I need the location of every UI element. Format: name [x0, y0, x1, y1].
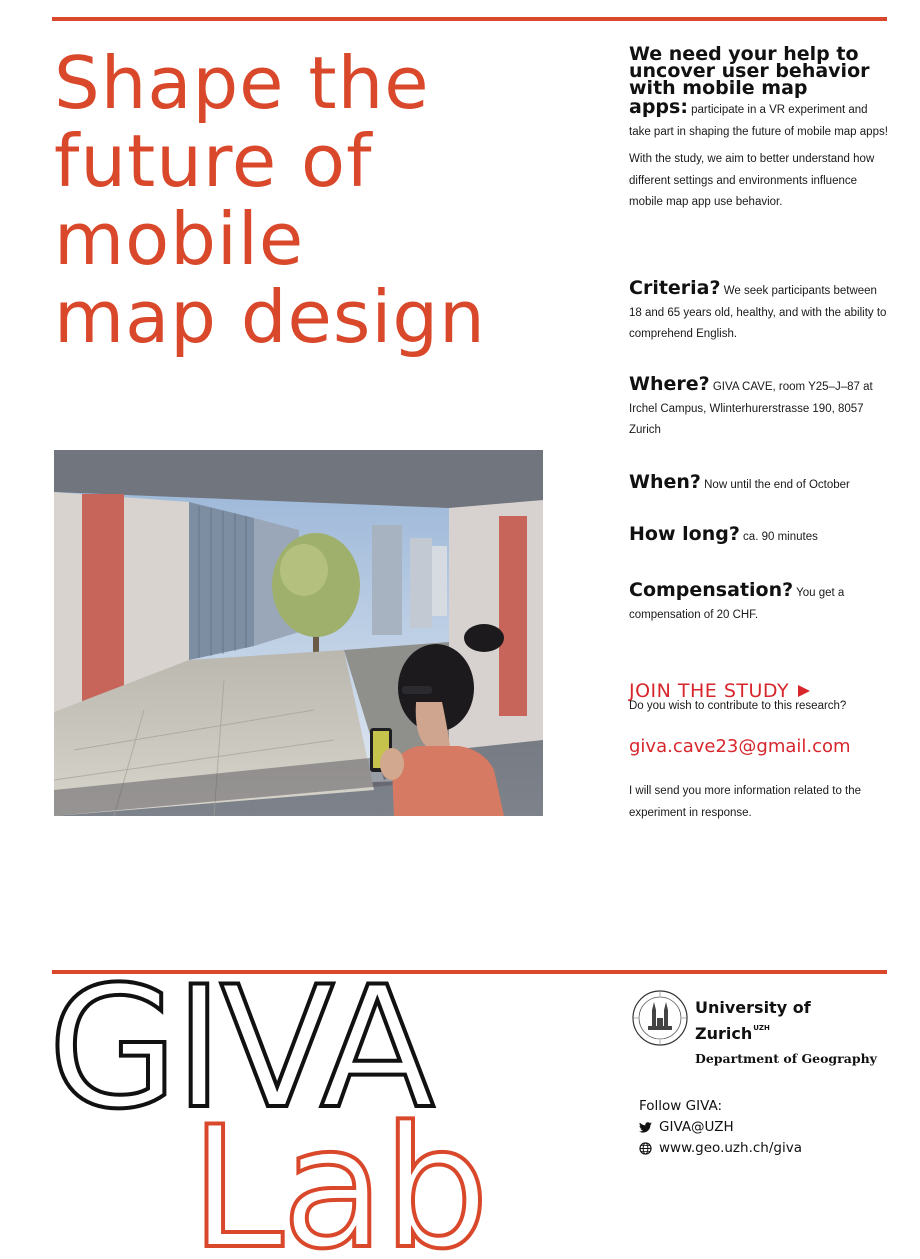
- where-label: Where?: [629, 373, 710, 395]
- how-long-text: ca. 90 minutes: [743, 531, 818, 543]
- giva-lab-logo: [40, 978, 560, 1253]
- intro-body: With the study, we aim to better understand how different settings and environments influence mobile map app use behavior.: [629, 153, 875, 208]
- vr-cave-photo: [54, 450, 543, 816]
- headline-line: Shape the: [54, 41, 430, 125]
- intro-section: [629, 43, 891, 214]
- when-section: [629, 472, 891, 497]
- join-subtitle: Do you wish to contribute to this research?: [629, 700, 847, 712]
- criteria-label: Criteria?: [629, 277, 721, 299]
- response-note: I will send you more information related to the experiment in response.: [629, 785, 862, 819]
- intro-lead: [629, 97, 891, 143]
- intro-heading-line: apps:: [629, 96, 688, 118]
- logo-line-giva: GIVA: [48, 978, 431, 1146]
- join-section: [629, 680, 891, 824]
- follow-section: [639, 1096, 802, 1159]
- headline-line: future of: [54, 119, 373, 203]
- twitter-handle[interactable]: GIVA@UZH: [659, 1119, 734, 1135]
- how-long-section: [629, 524, 891, 549]
- play-triangle-icon: [797, 684, 811, 698]
- intro-heading-line: We need your help to: [629, 43, 859, 65]
- compensation-label: Compensation?: [629, 579, 794, 601]
- headline: [54, 41, 574, 359]
- bottom-divider: [52, 970, 887, 974]
- logo-line-lab: Lab: [190, 1090, 488, 1253]
- intro-lead-text: participate in a VR experiment and take part in shaping the future of mobile map apps!: [629, 104, 888, 138]
- website-url[interactable]: www.geo.uzh.ch/giva: [659, 1140, 802, 1156]
- intro-heading-line: with mobile map: [629, 77, 808, 99]
- university-name-line: University of: [695, 998, 811, 1017]
- criteria-section: [629, 278, 891, 346]
- globe-icon: [639, 1142, 652, 1155]
- twitter-bird-icon: [639, 1122, 652, 1133]
- compensation-section: [629, 580, 891, 626]
- uzh-superscript: UZH: [753, 1024, 770, 1032]
- join-heading[interactable]: [629, 680, 891, 702]
- criteria-text: We seek participants between 18 and 65 years old, healthy, and with the ability to comprehend English.: [629, 285, 887, 340]
- university-name: [695, 998, 811, 1044]
- uzh-seal-icon: [632, 990, 688, 1046]
- department-name: Department of Geography: [695, 1051, 877, 1066]
- join-label[interactable]: JOIN THE STUDY: [629, 680, 790, 702]
- top-divider: [52, 17, 887, 21]
- headline-line: mobile: [54, 197, 305, 281]
- how-long-label: How long?: [629, 523, 740, 545]
- follow-label: Follow GIVA:: [639, 1098, 722, 1114]
- where-text: GIVA CAVE, room Y25–J–87 at Irchel Campus, Wlinterhurerstrasse 190, 8057 Zurich: [629, 381, 873, 436]
- where-section: [629, 374, 891, 442]
- contact-email-link[interactable]: giva.cave23@gmail.com: [629, 736, 851, 757]
- when-text: Now until the end of October: [704, 479, 850, 491]
- intro-heading-line: uncover user behavior: [629, 60, 870, 82]
- website-link[interactable]: [639, 1138, 802, 1159]
- intro-heading: [629, 43, 891, 99]
- vr-cave-illustration: [54, 450, 543, 816]
- when-label: When?: [629, 471, 701, 493]
- twitter-link[interactable]: [639, 1117, 802, 1138]
- uzh-logo-block: [632, 988, 892, 1068]
- compensation-text: You get a compensation of 20 CHF.: [629, 587, 845, 621]
- university-name-line: Zurich: [695, 1024, 753, 1043]
- headline-line: map design: [54, 275, 486, 359]
